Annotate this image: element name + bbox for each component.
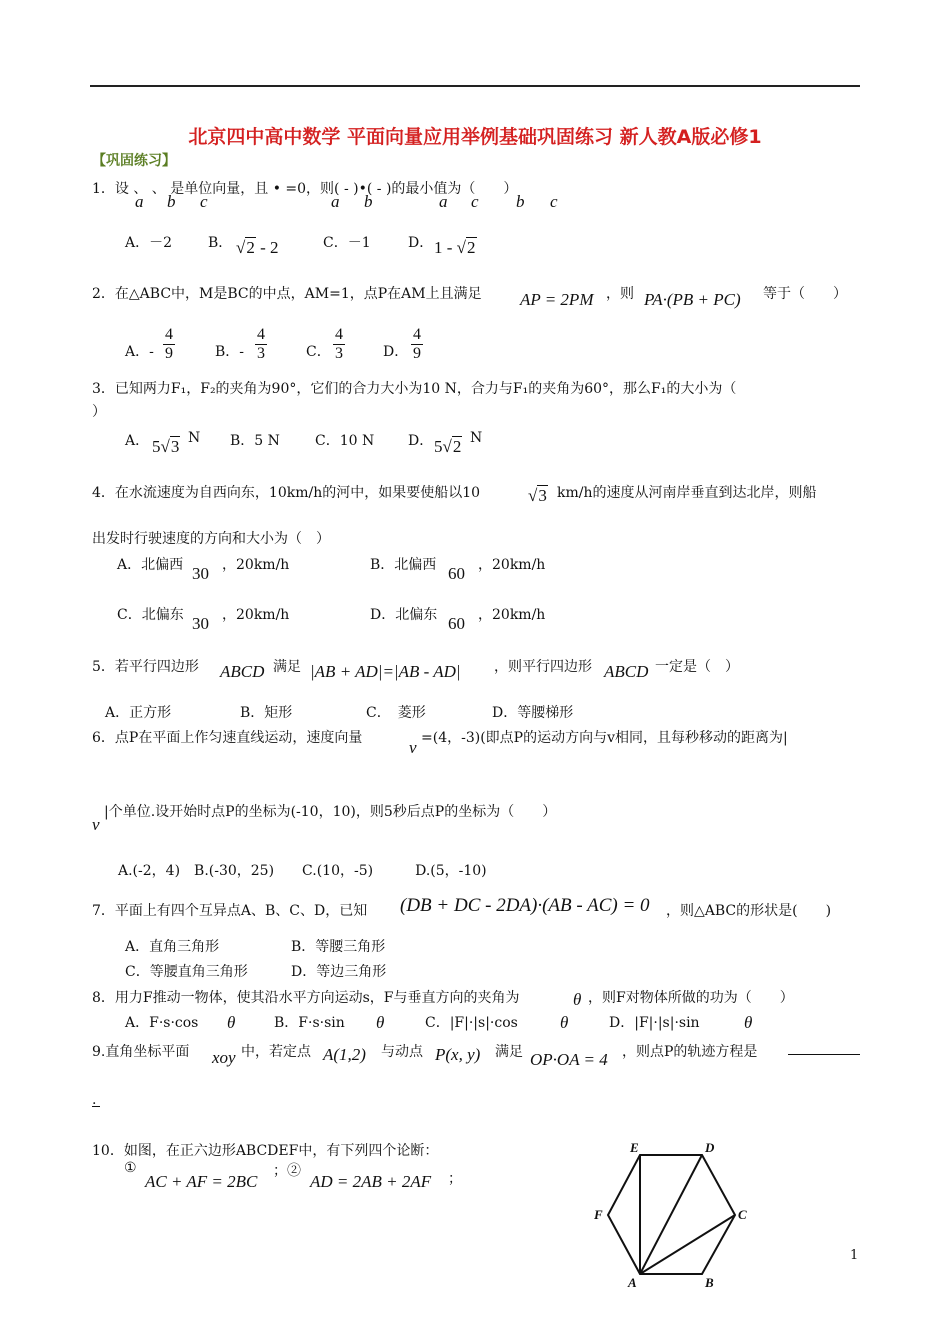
q8-option-c: C．|F|·|s|·cos <box>425 1015 518 1031</box>
q4-option-a-angle: 30 <box>192 564 209 583</box>
q8-option-b: B．F·s·sin <box>274 1015 345 1031</box>
q3-option-d: D． <box>408 433 434 449</box>
q5-option-a: A．正方形 <box>105 705 172 721</box>
q5-option-c: C． 菱形 <box>366 705 426 721</box>
q8-option-a-theta: θ <box>227 1013 236 1032</box>
q2-option-d: D． <box>383 344 409 360</box>
q9-text-b: 中，若定点 <box>241 1044 311 1060</box>
q6-options: A.(-2，4) B.(-30，25) C.(10，-5) D.(5，-10) <box>118 863 487 879</box>
q2-frac-c: $\frac{4}{3}$ <box>335 326 343 362</box>
q2-frac-a: $\frac{4}{9}$ <box>165 326 173 362</box>
q2-option-c: C． <box>306 344 331 360</box>
q6-vec-v: v <box>409 738 417 757</box>
q4-option-a: A．北偏西 <box>117 557 184 573</box>
q8-end: ，则F对物体所做的功为（ ） <box>588 990 794 1006</box>
q1-option-b-expr: √2 - 2 <box>236 238 279 257</box>
q1-option-b: B． <box>208 235 233 251</box>
q2-frac-d: $\frac{4}{9}$ <box>413 326 421 362</box>
q2-option-a: A．- <box>125 344 154 360</box>
label-d: D <box>705 1140 715 1155</box>
q1-vec-c3: c <box>471 192 479 211</box>
q9-text-a: 9.直角坐标平面 <box>92 1044 190 1060</box>
q9-xoy: xoy <box>212 1048 236 1067</box>
q4-option-d: D．北偏东 <box>370 607 438 623</box>
q4-line1b: km/h的速度从河南岸垂直到达北岸，则船 <box>557 485 817 501</box>
q7-expr: (DB + DC - 2DA)·(AB - AC) = 0 <box>400 895 650 916</box>
q3-option-d-unit: N <box>470 430 483 446</box>
q6-line2: |个单位.设开始时点P的坐标为(-10，10)，则5秒后点P的坐标为（ ） <box>104 804 557 820</box>
q5-option-d: D．等腰梯形 <box>492 705 574 721</box>
q9-point-p: P(x, y) <box>435 1045 481 1064</box>
q8-option-b-theta: θ <box>376 1013 385 1032</box>
q1-option-d: D． <box>408 235 434 251</box>
q6-line1b: =(4，-3)(即点P的运动方向与v相同，且每秒移动的距离为| <box>421 730 788 746</box>
q2-expr-pa: PA·(PB + PC) <box>644 290 741 309</box>
q1-option-d-expr: 1 - √2 <box>434 238 476 257</box>
q3-option-c: C．10 N <box>315 433 375 449</box>
hexagon-figure <box>588 1138 763 1288</box>
q4-option-c: C．北偏东 <box>117 607 184 623</box>
q5-option-b: B．矩形 <box>240 705 293 721</box>
q3-line2: ） <box>92 404 106 420</box>
q6-line1: 6．点P在平面上作匀速直线运动，速度向量 <box>92 730 363 746</box>
q5-text-b: 满足 <box>273 659 301 675</box>
q9-point-a: A(1,2) <box>323 1045 366 1064</box>
q9-text-e: ，则点P的轨迹方程是 <box>622 1044 758 1060</box>
q2-frac-b: $\frac{4}{3}$ <box>257 326 265 362</box>
label-a: A <box>628 1275 637 1288</box>
q4-option-b-speed: ，20km/h <box>478 557 546 573</box>
q2-expr-ap: AP = 2PM <box>520 290 594 309</box>
q3-option-d-expr: 5√2 <box>434 437 462 456</box>
q1-vec-b: b <box>167 192 176 211</box>
q8-option-d-theta: θ <box>744 1013 753 1032</box>
diagonal-ad <box>640 1155 702 1274</box>
q9-tail: . <box>92 1092 97 1108</box>
page-title: 北京四中高中数学 平面向量应用举例基础巩固练习 新人教A版必修1 <box>188 126 762 148</box>
q7-option-b: B．等腰三角形 <box>291 939 386 955</box>
q4-sqrt3: √3 <box>528 486 547 505</box>
q5-expr: |AB + AD|=|AB - AD| <box>310 662 461 681</box>
q1-vec-c4: c <box>550 192 558 211</box>
q9-expr: OP·OA = 4 <box>530 1050 608 1069</box>
q7-option-d: D．等边三角形 <box>291 964 387 980</box>
q4-option-d-angle: 60 <box>448 614 465 633</box>
header-rule <box>90 85 860 87</box>
q10-text: 10．如图，在正六边形ABCDEF中，有下列四个论断： <box>92 1143 439 1159</box>
q5-abcd: ABCD <box>220 662 265 681</box>
q10-expr-2: AD = 2AB + 2AF <box>310 1172 432 1191</box>
q9-answer-blank-cont <box>92 1092 100 1107</box>
q4-line1a: 4．在水流速度为自西向东，10km/h的河中，如果要使船以10 <box>92 485 481 501</box>
label-f: F <box>594 1207 603 1222</box>
q10-item-1: ① <box>124 1160 137 1176</box>
q1-vec-a3: a <box>439 192 448 211</box>
q10-end: ； <box>448 1171 462 1187</box>
q7-text-b: ，则△ABC的形状是( ) <box>666 903 832 919</box>
q8-option-d: D．|F|·|s|·sin <box>609 1015 700 1031</box>
q8-option-a: A．F·s·cos <box>125 1015 199 1031</box>
q1-vec-b4: b <box>516 192 525 211</box>
q1-vec-a2: a <box>331 192 340 211</box>
q2-end: 等于（ ） <box>763 286 847 302</box>
q4-option-b-angle: 60 <box>448 564 465 583</box>
q2-option-b: B．- <box>215 344 245 360</box>
q9-answer-blank <box>788 1040 860 1059</box>
q5-text-c: ，则平行四边形 <box>494 659 592 675</box>
q4-option-c-angle: 30 <box>192 614 209 633</box>
q2-text: 2．在△ABC中，M是BC的中点，AM=1，点P在AM上且满足 <box>92 286 482 302</box>
q1-vec-b2: b <box>364 192 373 211</box>
q7-option-a: A．直角三角形 <box>125 939 220 955</box>
label-e: E <box>630 1140 639 1155</box>
q7-text-a: 7．平面上有四个互异点A、B、C、D，已知 <box>92 903 368 919</box>
label-b: B <box>705 1275 714 1288</box>
label-c: C <box>738 1207 747 1222</box>
q3-option-b: B．5 N <box>230 433 280 449</box>
q5-text-a: 5．若平行四边形 <box>92 659 199 675</box>
q8-theta: θ <box>573 990 582 1009</box>
q10-expr-1: AC + AF = 2BC <box>145 1172 258 1191</box>
q6-vec-v-2: v <box>92 815 100 834</box>
q1-vec-a: a <box>135 192 144 211</box>
q1-text: 1．设 、 、 是单位向量，且 • =0，则( - )•( - )的最小值为（ ） <box>92 181 518 197</box>
q2-mid: ，则 <box>606 286 634 302</box>
q4-line2: 出发时行驶速度的方向和大小为（ ） <box>92 531 330 547</box>
q9-text-d: 满足 <box>495 1044 523 1060</box>
q4-option-b: B．北偏西 <box>370 557 437 573</box>
q3-option-a: A． <box>125 433 150 449</box>
page-number: 1 <box>850 1248 859 1263</box>
q1-vec-c: c <box>200 192 208 211</box>
q3-option-a-expr: 5√3 <box>152 437 180 456</box>
q3-option-a-unit: N <box>188 430 201 446</box>
q1-option-c: C．－1 <box>323 235 371 251</box>
q4-option-a-speed: ，20km/h <box>222 557 290 573</box>
q8-option-c-theta: θ <box>560 1013 569 1032</box>
q1-option-a: A．－2 <box>125 235 173 251</box>
q5-abcd-2: ABCD <box>604 662 649 681</box>
q7-option-c: C．等腰直角三角形 <box>125 964 248 980</box>
q4-option-d-speed: ，20km/h <box>478 607 546 623</box>
q4-option-c-speed: ，20km/h <box>222 607 290 623</box>
q10-sep: ；② <box>273 1163 301 1179</box>
q3-line1: 3．已知两力F₁，F₂的夹角为90°，它们的合力大小为10 N，合力与F₁的夹角为60°，那么F₁的大小为（ <box>92 381 737 397</box>
section-label: 【巩固练习】 <box>92 153 176 169</box>
q8-text: 8．用力F推动一物体，使其沿水平方向运动s，F与垂直方向的夹角为 <box>92 990 520 1006</box>
q5-text-d: 一定是（ ） <box>655 659 739 675</box>
q9-text-c: 与动点 <box>381 1044 423 1060</box>
